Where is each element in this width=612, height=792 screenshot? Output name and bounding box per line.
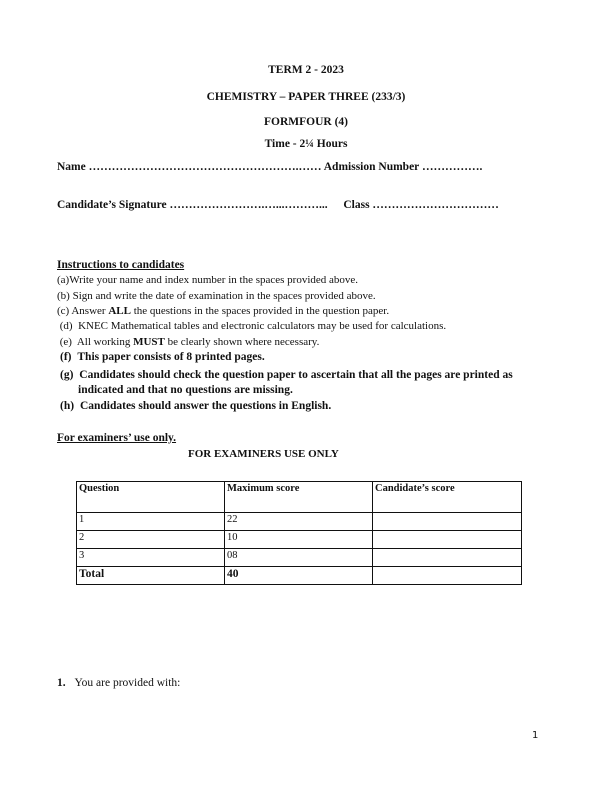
column-header-candidate-score: Candidate’s score bbox=[373, 482, 522, 513]
instruction-item: (h) Candidates should answer the questions in English. bbox=[60, 400, 332, 412]
candidate-score-cell[interactable] bbox=[373, 513, 522, 531]
max-score-cell: 08 bbox=[225, 549, 373, 567]
instruction-item: (e) All working MUST be clearly shown where necessary. bbox=[57, 336, 320, 348]
question-cell: 3 bbox=[77, 549, 225, 567]
instruction-item: (c) Answer ALL the questions in the spaces provided in the question paper. bbox=[57, 305, 390, 317]
instruction-item: (b) Sign and write the date of examination in the spaces provided above. bbox=[57, 290, 376, 302]
instruction-item: (d) KNEC Mathematical tables and electronic calculators may be used for calculations. bbox=[57, 320, 447, 332]
exam-term: TERM 2 - 2023 bbox=[268, 64, 344, 76]
table-total-row bbox=[77, 567, 522, 585]
question-cell: 1 bbox=[77, 513, 225, 531]
name-field[interactable]: ……………………………………………….…… bbox=[88, 161, 322, 173]
class-label: Class bbox=[343, 199, 370, 211]
instructions-title: Instructions to candidates bbox=[57, 259, 185, 271]
table-row bbox=[77, 549, 522, 567]
total-label-cell: Total bbox=[77, 567, 225, 585]
signature-field-row bbox=[57, 199, 499, 211]
table-row bbox=[77, 531, 522, 549]
exam-time: Time - 2¼ Hours bbox=[264, 138, 348, 150]
signature-field[interactable]: …………………….…...………... bbox=[169, 199, 328, 211]
instruction-item: (f) This paper consists of 8 printed pages. bbox=[60, 351, 265, 363]
max-score-cell: 10 bbox=[225, 531, 373, 549]
score-table bbox=[76, 481, 522, 585]
admission-number-label: Admission Number bbox=[323, 161, 420, 173]
name-label: Name bbox=[57, 161, 86, 173]
class-field[interactable]: …………………………… bbox=[372, 199, 499, 211]
page-number: 1 bbox=[532, 730, 539, 741]
table-row bbox=[77, 513, 522, 531]
total-candidate-score-cell[interactable] bbox=[373, 567, 522, 585]
exam-subject: CHEMISTRY – PAPER THREE (233/3) bbox=[206, 91, 406, 103]
total-max-score-cell: 40 bbox=[225, 567, 373, 585]
name-field-row bbox=[57, 161, 482, 173]
candidate-score-cell[interactable] bbox=[373, 531, 522, 549]
question-1 bbox=[57, 677, 180, 689]
question-text: You are provided with: bbox=[74, 677, 181, 689]
instruction-item: (g) Candidates should check the question paper to ascertain that all the pages are printed as bbox=[60, 369, 513, 381]
candidate-score-cell[interactable] bbox=[373, 549, 522, 567]
examiners-title: FOR EXAMINERS USE ONLY bbox=[188, 448, 339, 460]
instruction-item: (a)Write your name and index number in the spaces provided above. bbox=[57, 274, 359, 286]
question-cell: 2 bbox=[77, 531, 225, 549]
table-header-row bbox=[77, 482, 522, 513]
question-number: 1. bbox=[57, 677, 66, 689]
exam-form: FORMFOUR (4) bbox=[264, 116, 348, 128]
max-score-cell: 22 bbox=[225, 513, 373, 531]
column-header-maximum-score: Maximum score bbox=[225, 482, 373, 513]
admission-number-field[interactable]: ……………. bbox=[421, 161, 483, 173]
instruction-item-continuation: indicated and that no questions are missing. bbox=[78, 384, 293, 396]
signature-label: Candidate’s Signature bbox=[57, 199, 167, 211]
column-header-question: Question bbox=[77, 482, 225, 513]
examiners-label: For examiners’ use only. bbox=[57, 432, 177, 444]
